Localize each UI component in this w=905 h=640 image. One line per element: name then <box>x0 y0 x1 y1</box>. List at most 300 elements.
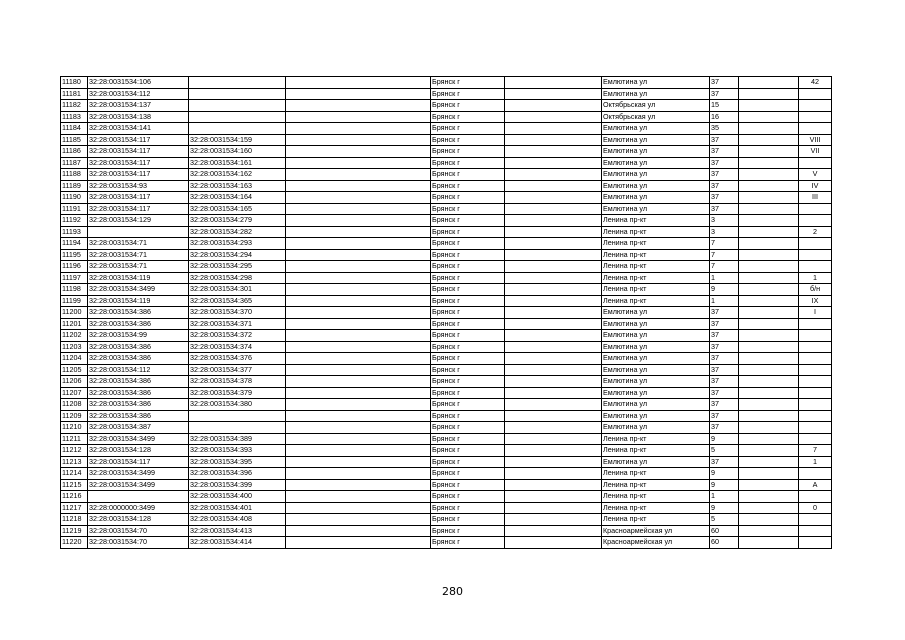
city: Брянск г <box>431 330 505 342</box>
house-number: 37 <box>710 134 739 146</box>
row-number: 11185 <box>61 134 88 146</box>
apartment-number <box>799 410 832 422</box>
row-number: 11208 <box>61 399 88 411</box>
cadastral-number: 32:28:0031534:293 <box>189 238 286 250</box>
table-row <box>61 307 832 319</box>
row-number: 11204 <box>61 353 88 365</box>
street: Емлютина ул <box>602 192 710 204</box>
house-number: 60 <box>710 537 739 549</box>
empty-cell-a <box>286 215 431 227</box>
empty-cell-c <box>739 77 799 89</box>
empty-cell-c <box>739 376 799 388</box>
empty-cell-b <box>505 445 602 457</box>
row-number: 11211 <box>61 433 88 445</box>
row-number: 11207 <box>61 387 88 399</box>
row-number: 11187 <box>61 157 88 169</box>
parent-cadastral-number: 32:28:0031534:3499 <box>88 433 189 445</box>
apartment-number <box>799 203 832 215</box>
apartment-number: 2 <box>799 226 832 238</box>
cadastral-number <box>189 88 286 100</box>
house-number: 37 <box>710 169 739 181</box>
empty-cell-c <box>739 387 799 399</box>
street: Емлютина ул <box>602 341 710 353</box>
empty-cell-b <box>505 422 602 434</box>
parent-cadastral-number: 32:28:0031534:117 <box>88 203 189 215</box>
city: Брянск г <box>431 146 505 158</box>
street: Красноармейская ул <box>602 525 710 537</box>
row-number: 11197 <box>61 272 88 284</box>
city: Брянск г <box>431 111 505 123</box>
city: Брянск г <box>431 341 505 353</box>
empty-cell-a <box>286 502 431 514</box>
house-number: 60 <box>710 525 739 537</box>
house-number: 37 <box>710 203 739 215</box>
empty-cell-a <box>286 399 431 411</box>
table-row <box>61 399 832 411</box>
parent-cadastral-number: 32:28:0031534:386 <box>88 399 189 411</box>
table-row <box>61 295 832 307</box>
empty-cell-a <box>286 445 431 457</box>
empty-cell-a <box>286 261 431 273</box>
empty-cell-a <box>286 88 431 100</box>
table-row <box>61 422 832 434</box>
house-number: 37 <box>710 399 739 411</box>
table-row <box>61 284 832 296</box>
house-number: 37 <box>710 307 739 319</box>
empty-cell-a <box>286 77 431 89</box>
cadastral-number <box>189 422 286 434</box>
street: Ленина пр-кт <box>602 479 710 491</box>
empty-cell-b <box>505 238 602 250</box>
house-number: 37 <box>710 456 739 468</box>
empty-cell-a <box>286 525 431 537</box>
empty-cell-a <box>286 433 431 445</box>
apartment-number <box>799 111 832 123</box>
row-number: 11209 <box>61 410 88 422</box>
apartment-number: А <box>799 479 832 491</box>
empty-cell-c <box>739 295 799 307</box>
street: Емлютина ул <box>602 387 710 399</box>
house-number: 37 <box>710 387 739 399</box>
street: Емлютина ул <box>602 307 710 319</box>
parent-cadastral-number: 32:28:0031534:71 <box>88 249 189 261</box>
empty-cell-c <box>739 203 799 215</box>
cadastral-number: 32:28:0031534:399 <box>189 479 286 491</box>
street: Емлютина ул <box>602 364 710 376</box>
empty-cell-c <box>739 456 799 468</box>
row-number: 11188 <box>61 169 88 181</box>
parent-cadastral-number: 32:28:0031534:117 <box>88 146 189 158</box>
row-number: 11214 <box>61 468 88 480</box>
apartment-number <box>799 215 832 227</box>
table-row <box>61 77 832 89</box>
house-number: 9 <box>710 479 739 491</box>
apartment-number: 42 <box>799 77 832 89</box>
house-number: 37 <box>710 146 739 158</box>
empty-cell-c <box>739 146 799 158</box>
parent-cadastral-number: 32:28:0031534:119 <box>88 272 189 284</box>
empty-cell-c <box>739 238 799 250</box>
street: Красноармейская ул <box>602 537 710 549</box>
empty-cell-b <box>505 123 602 135</box>
empty-cell-a <box>286 364 431 376</box>
empty-cell-b <box>505 226 602 238</box>
row-number: 11191 <box>61 203 88 215</box>
empty-cell-b <box>505 169 602 181</box>
table-row <box>61 215 832 227</box>
empty-cell-b <box>505 180 602 192</box>
cadastral-number: 32:28:0031534:160 <box>189 146 286 158</box>
house-number: 5 <box>710 445 739 457</box>
street: Емлютина ул <box>602 123 710 135</box>
empty-cell-c <box>739 261 799 273</box>
house-number: 37 <box>710 353 739 365</box>
house-number: 37 <box>710 318 739 330</box>
empty-cell-b <box>505 111 602 123</box>
apartment-number: V <box>799 169 832 181</box>
parent-cadastral-number: 32:28:0031534:3499 <box>88 479 189 491</box>
city: Брянск г <box>431 479 505 491</box>
parent-cadastral-number: 32:28:0031534:71 <box>88 261 189 273</box>
cadastral-number: 32:28:0031534:379 <box>189 387 286 399</box>
empty-cell-a <box>286 456 431 468</box>
cadastral-number: 32:28:0031534:295 <box>189 261 286 273</box>
street: Емлютина ул <box>602 376 710 388</box>
row-number: 11206 <box>61 376 88 388</box>
table-row <box>61 111 832 123</box>
apartment-number: VII <box>799 146 832 158</box>
house-number: 7 <box>710 261 739 273</box>
empty-cell-c <box>739 341 799 353</box>
parent-cadastral-number: 32:28:0031534:112 <box>88 88 189 100</box>
table-row <box>61 468 832 480</box>
city: Брянск г <box>431 203 505 215</box>
empty-cell-a <box>286 307 431 319</box>
empty-cell-c <box>739 157 799 169</box>
empty-cell-b <box>505 215 602 227</box>
empty-cell-a <box>286 192 431 204</box>
row-number: 11192 <box>61 215 88 227</box>
cadastral-number: 32:28:0031534:374 <box>189 341 286 353</box>
empty-cell-b <box>505 353 602 365</box>
table-body <box>61 77 832 549</box>
apartment-number <box>799 157 832 169</box>
empty-cell-b <box>505 376 602 388</box>
row-number: 11183 <box>61 111 88 123</box>
table-row <box>61 491 832 503</box>
table-row <box>61 341 832 353</box>
cadastral-number: 32:28:0031534:163 <box>189 180 286 192</box>
cadastral-number: 32:28:0031534:162 <box>189 169 286 181</box>
apartment-number <box>799 318 832 330</box>
empty-cell-b <box>505 468 602 480</box>
cadastral-number: 32:28:0031534:282 <box>189 226 286 238</box>
street: Емлютина ул <box>602 134 710 146</box>
empty-cell-c <box>739 272 799 284</box>
house-number: 7 <box>710 238 739 250</box>
empty-cell-b <box>505 514 602 526</box>
empty-cell-b <box>505 399 602 411</box>
row-number: 11219 <box>61 525 88 537</box>
apartment-number: 1 <box>799 272 832 284</box>
empty-cell-c <box>739 468 799 480</box>
empty-cell-a <box>286 272 431 284</box>
city: Брянск г <box>431 364 505 376</box>
house-number: 35 <box>710 123 739 135</box>
cadastral-number <box>189 410 286 422</box>
apartment-number <box>799 387 832 399</box>
parent-cadastral-number <box>88 491 189 503</box>
house-number: 5 <box>710 514 739 526</box>
table-row <box>61 364 832 376</box>
apartment-number <box>799 261 832 273</box>
street: Емлютина ул <box>602 203 710 215</box>
house-number: 1 <box>710 295 739 307</box>
empty-cell-a <box>286 468 431 480</box>
row-number: 11212 <box>61 445 88 457</box>
cadastral-number: 32:28:0031534:376 <box>189 353 286 365</box>
empty-cell-a <box>286 180 431 192</box>
city: Брянск г <box>431 180 505 192</box>
cadastral-number: 32:28:0031534:298 <box>189 272 286 284</box>
city: Брянск г <box>431 514 505 526</box>
street: Ленина пр-кт <box>602 468 710 480</box>
empty-cell-a <box>286 249 431 261</box>
apartment-number <box>799 468 832 480</box>
empty-cell-b <box>505 100 602 112</box>
row-number: 11200 <box>61 307 88 319</box>
cadastral-number: 32:28:0031534:371 <box>189 318 286 330</box>
city: Брянск г <box>431 353 505 365</box>
city: Брянск г <box>431 307 505 319</box>
city: Брянск г <box>431 376 505 388</box>
street: Ленина пр-кт <box>602 284 710 296</box>
row-number: 11184 <box>61 123 88 135</box>
table-row <box>61 479 832 491</box>
apartment-number <box>799 330 832 342</box>
table-row <box>61 249 832 261</box>
parent-cadastral-number: 32:28:0031534:386 <box>88 318 189 330</box>
empty-cell-a <box>286 479 431 491</box>
parent-cadastral-number: 32:28:0031534:138 <box>88 111 189 123</box>
row-number: 11189 <box>61 180 88 192</box>
house-number: 9 <box>710 284 739 296</box>
table-row <box>61 318 832 330</box>
apartment-number <box>799 88 832 100</box>
empty-cell-b <box>505 433 602 445</box>
parent-cadastral-number: 32:28:0000000:3499 <box>88 502 189 514</box>
street: Емлютина ул <box>602 146 710 158</box>
parent-cadastral-number: 32:28:0031534:117 <box>88 157 189 169</box>
parent-cadastral-number: 32:28:0031534:128 <box>88 514 189 526</box>
empty-cell-c <box>739 180 799 192</box>
city: Брянск г <box>431 422 505 434</box>
parent-cadastral-number <box>88 226 189 238</box>
empty-cell-b <box>505 157 602 169</box>
cadastral-number: 32:28:0031534:401 <box>189 502 286 514</box>
apartment-number <box>799 238 832 250</box>
parent-cadastral-number: 32:28:0031534:386 <box>88 307 189 319</box>
city: Брянск г <box>431 410 505 422</box>
apartment-number <box>799 433 832 445</box>
table-row <box>61 433 832 445</box>
street: Емлютина ул <box>602 330 710 342</box>
street: Емлютина ул <box>602 318 710 330</box>
house-number: 15 <box>710 100 739 112</box>
table-row <box>61 238 832 250</box>
cadastral-number: 32:28:0031534:395 <box>189 456 286 468</box>
street: Емлютина ул <box>602 422 710 434</box>
empty-cell-c <box>739 399 799 411</box>
city: Брянск г <box>431 433 505 445</box>
table-row <box>61 330 832 342</box>
empty-cell-a <box>286 146 431 158</box>
apartment-number <box>799 123 832 135</box>
street: Емлютина ул <box>602 180 710 192</box>
apartment-number <box>799 514 832 526</box>
apartment-number <box>799 353 832 365</box>
empty-cell-b <box>505 134 602 146</box>
empty-cell-b <box>505 502 602 514</box>
city: Брянск г <box>431 169 505 181</box>
table-row <box>61 261 832 273</box>
empty-cell-b <box>505 410 602 422</box>
cadastral-number: 32:28:0031534:372 <box>189 330 286 342</box>
house-number: 9 <box>710 502 739 514</box>
empty-cell-a <box>286 376 431 388</box>
empty-cell-b <box>505 364 602 376</box>
empty-cell-c <box>739 422 799 434</box>
empty-cell-b <box>505 146 602 158</box>
empty-cell-b <box>505 307 602 319</box>
row-number: 11210 <box>61 422 88 434</box>
table-row <box>61 376 832 388</box>
apartment-number <box>799 399 832 411</box>
row-number: 11181 <box>61 88 88 100</box>
row-number: 11205 <box>61 364 88 376</box>
house-number: 16 <box>710 111 739 123</box>
row-number: 11201 <box>61 318 88 330</box>
cadastral-number <box>189 111 286 123</box>
apartment-number: 0 <box>799 502 832 514</box>
city: Брянск г <box>431 537 505 549</box>
house-number: 1 <box>710 491 739 503</box>
street: Емлютина ул <box>602 456 710 468</box>
empty-cell-b <box>505 341 602 353</box>
parent-cadastral-number: 32:28:0031534:106 <box>88 77 189 89</box>
table-row <box>61 353 832 365</box>
empty-cell-a <box>286 226 431 238</box>
cadastral-number: 32:28:0031534:370 <box>189 307 286 319</box>
city: Брянск г <box>431 387 505 399</box>
apartment-number: 7 <box>799 445 832 457</box>
empty-cell-a <box>286 353 431 365</box>
cadastral-number: 32:28:0031534:365 <box>189 295 286 307</box>
city: Брянск г <box>431 525 505 537</box>
city: Брянск г <box>431 192 505 204</box>
empty-cell-a <box>286 537 431 549</box>
house-number: 37 <box>710 88 739 100</box>
cadastral-number: 32:28:0031534:159 <box>189 134 286 146</box>
empty-cell-b <box>505 88 602 100</box>
row-number: 11186 <box>61 146 88 158</box>
table-row <box>61 180 832 192</box>
house-number: 9 <box>710 433 739 445</box>
empty-cell-c <box>739 537 799 549</box>
parent-cadastral-number: 32:28:0031534:70 <box>88 537 189 549</box>
apartment-number <box>799 100 832 112</box>
empty-cell-c <box>739 364 799 376</box>
row-number: 11215 <box>61 479 88 491</box>
street: Ленина пр-кт <box>602 491 710 503</box>
empty-cell-c <box>739 215 799 227</box>
street: Ленина пр-кт <box>602 502 710 514</box>
apartment-number: 1 <box>799 456 832 468</box>
row-number: 11182 <box>61 100 88 112</box>
empty-cell-b <box>505 77 602 89</box>
cadastral-number: 32:28:0031534:413 <box>189 525 286 537</box>
house-number: 9 <box>710 468 739 480</box>
cadastral-number: 32:28:0031534:400 <box>189 491 286 503</box>
empty-cell-b <box>505 249 602 261</box>
parent-cadastral-number: 32:28:0031534:71 <box>88 238 189 250</box>
street: Ленина пр-кт <box>602 272 710 284</box>
empty-cell-c <box>739 433 799 445</box>
empty-cell-a <box>286 169 431 181</box>
empty-cell-c <box>739 307 799 319</box>
empty-cell-a <box>286 134 431 146</box>
city: Брянск г <box>431 445 505 457</box>
cadastral-number: 32:28:0031534:393 <box>189 445 286 457</box>
apartment-number: III <box>799 192 832 204</box>
house-number: 7 <box>710 249 739 261</box>
row-number: 11180 <box>61 77 88 89</box>
city: Брянск г <box>431 88 505 100</box>
parent-cadastral-number: 32:28:0031534:387 <box>88 422 189 434</box>
empty-cell-a <box>286 410 431 422</box>
empty-cell-b <box>505 261 602 273</box>
parent-cadastral-number: 32:28:0031534:3499 <box>88 468 189 480</box>
street: Ленина пр-кт <box>602 249 710 261</box>
city: Брянск г <box>431 77 505 89</box>
empty-cell-b <box>505 491 602 503</box>
apartment-number: VIII <box>799 134 832 146</box>
row-number: 11216 <box>61 491 88 503</box>
street: Ленина пр-кт <box>602 433 710 445</box>
empty-cell-a <box>286 238 431 250</box>
cadastral-number: 32:28:0031534:414 <box>189 537 286 549</box>
parent-cadastral-number: 32:28:0031534:99 <box>88 330 189 342</box>
city: Брянск г <box>431 399 505 411</box>
row-number: 11217 <box>61 502 88 514</box>
cadastral-number: 32:28:0031534:377 <box>189 364 286 376</box>
house-number: 37 <box>710 192 739 204</box>
empty-cell-c <box>739 479 799 491</box>
table-row <box>61 514 832 526</box>
empty-cell-b <box>505 284 602 296</box>
row-number: 11199 <box>61 295 88 307</box>
city: Брянск г <box>431 261 505 273</box>
empty-cell-a <box>286 123 431 135</box>
parent-cadastral-number: 32:28:0031534:141 <box>88 123 189 135</box>
row-number: 11193 <box>61 226 88 238</box>
house-number: 37 <box>710 422 739 434</box>
empty-cell-c <box>739 169 799 181</box>
table-row <box>61 272 832 284</box>
street: Емлютина ул <box>602 410 710 422</box>
parent-cadastral-number: 32:28:0031534:386 <box>88 410 189 422</box>
street: Ленина пр-кт <box>602 238 710 250</box>
